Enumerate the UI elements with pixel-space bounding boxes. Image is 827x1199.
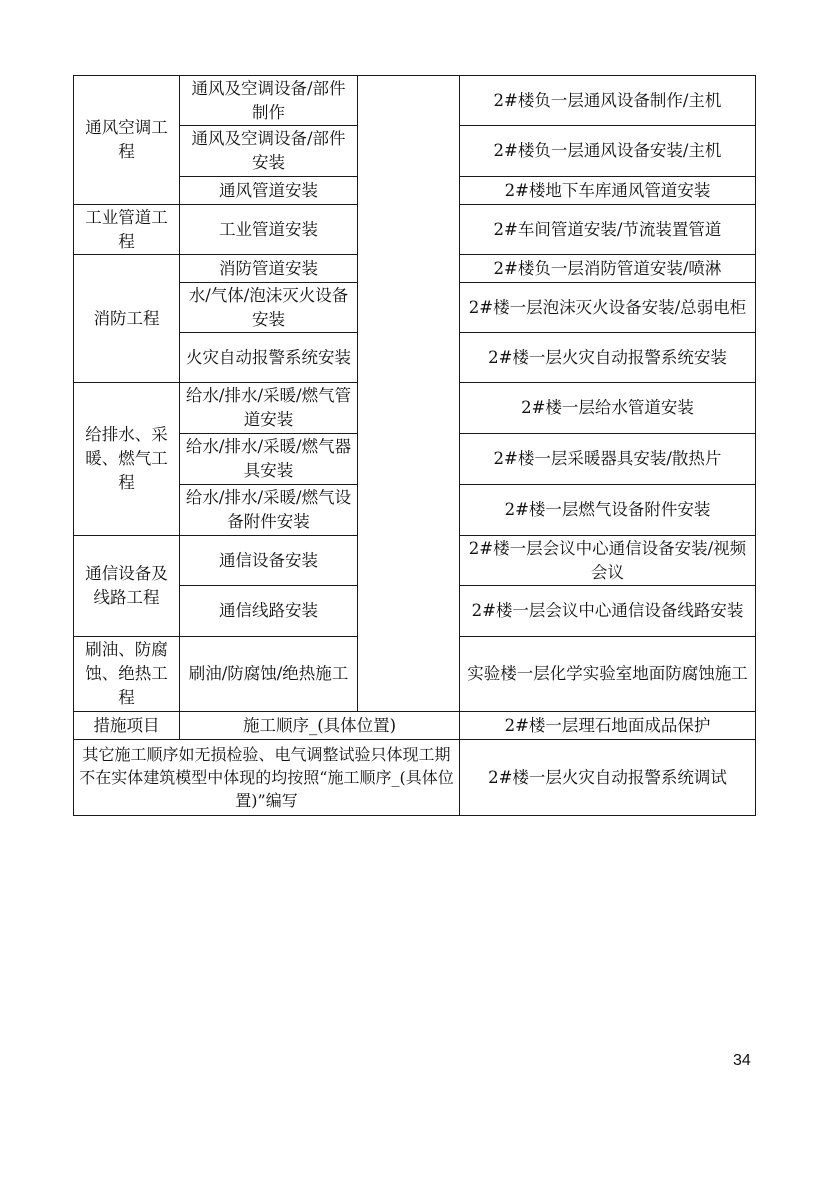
example-cell: 2#楼一层火灾自动报警系统调试 <box>460 740 756 816</box>
example-cell: 2#楼地下车库通风管道安装 <box>460 177 756 205</box>
example-cell: 2#楼一层泡沫灭火设备安装/总弱电柜 <box>460 283 756 333</box>
example-cell: 2#楼负一层通风设备制作/主机 <box>460 76 756 126</box>
group-coating: 刷油、防腐蚀、绝热工程 <box>74 637 180 712</box>
example-cell: 2#楼一层会议中心通信设备线路安装 <box>460 586 756 637</box>
item-cell: 施工顺序_(具体位置) <box>180 712 460 740</box>
group-fire: 消防工程 <box>74 255 180 383</box>
group-hvac: 通风空调工程 <box>74 76 180 205</box>
group-telecom: 通信设备及线路工程 <box>74 536 180 637</box>
example-cell: 实验楼一层化学实验室地面防腐蚀施工 <box>460 637 756 712</box>
construction-sequence-table <box>73 75 756 816</box>
group-plumbing: 给排水、采暖、燃气工程 <box>74 383 180 536</box>
example-cell: 2#车间管道安装/节流装置管道 <box>460 205 756 255</box>
item-cell: 通风及空调设备/部件安装 <box>180 126 358 177</box>
item-cell: 刷油/防腐蚀/绝热施工 <box>180 637 358 712</box>
example-cell: 2#楼一层燃气设备附件安装 <box>460 485 756 536</box>
example-cell: 2#楼一层理石地面成品保护 <box>460 712 756 740</box>
blank-column <box>358 76 460 712</box>
item-cell: 给水/排水/采暖/燃气器具安装 <box>180 434 358 485</box>
item-cell: 水/气体/泡沫灭火设备安装 <box>180 283 358 333</box>
item-cell: 通信设备安装 <box>180 536 358 586</box>
example-cell: 2#楼一层火灾自动报警系统安装 <box>460 333 756 383</box>
item-cell: 通风及空调设备/部件制作 <box>180 76 358 126</box>
note-cell: 其它施工顺序如无损检验、电气调整试验只体现工期不在实体建筑模型中体现的均按照“施工顺序_(具体位置)”编写 <box>74 740 460 816</box>
example-cell: 2#楼一层采暖器具安装/散热片 <box>460 434 756 485</box>
item-cell: 给水/排水/采暖/燃气设备附件安装 <box>180 485 358 536</box>
group-measures: 措施项目 <box>74 712 180 740</box>
item-cell: 火灾自动报警系统安装 <box>180 333 358 383</box>
item-cell: 通信线路安装 <box>180 586 358 637</box>
example-cell: 2#楼一层会议中心通信设备安装/视频会议 <box>460 536 756 586</box>
item-cell: 通风管道安装 <box>180 177 358 205</box>
page-number: 34 <box>733 1052 751 1069</box>
item-cell: 消防管道安装 <box>180 255 358 283</box>
item-cell: 工业管道安装 <box>180 205 358 255</box>
group-industrial: 工业管道工程 <box>74 205 180 255</box>
example-cell: 2#楼一层给水管道安装 <box>460 383 756 434</box>
example-cell: 2#楼负一层消防管道安装/喷淋 <box>460 255 756 283</box>
example-cell: 2#楼负一层通风设备安装/主机 <box>460 126 756 177</box>
item-cell: 给水/排水/采暖/燃气管道安装 <box>180 383 358 434</box>
